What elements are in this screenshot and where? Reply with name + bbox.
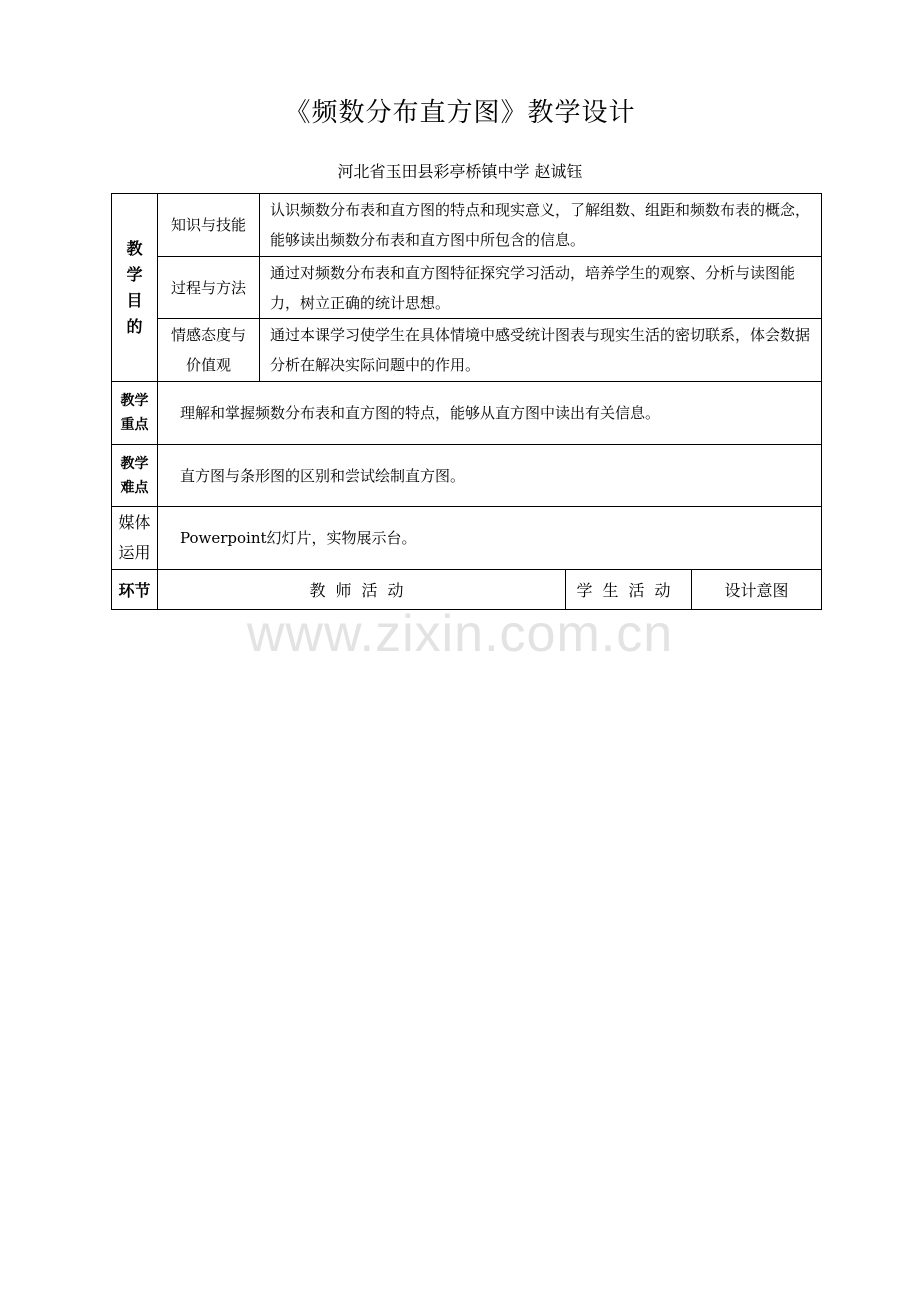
objective-category: 情感态度与 价值观	[158, 319, 260, 382]
document-title: 《频数分布直方图》教学设计	[284, 98, 636, 128]
design-intent-header: 设计意图	[692, 570, 822, 610]
lesson-plan-table	[111, 193, 822, 610]
student-activity-header: 学生活动	[566, 570, 692, 610]
difficulties-label: 教学 难点	[112, 445, 158, 507]
media-label: 媒体 运用	[112, 507, 158, 570]
objective-text: 通过本课学习使学生在具体情境中感受统计图表与现实生活的密切联系，体会数据分析在解决实际问题中的作用。	[260, 319, 822, 382]
objectives-label: 教 学 目 的	[112, 194, 158, 382]
key-points-label: 教学 重点	[112, 382, 158, 445]
objective-row-attitude	[112, 319, 822, 382]
key-points-row	[112, 382, 822, 445]
objective-text: 通过对频数分布表和直方图特征探究学习活动，培养学生的观察、分析与读图能力，树立正确的统计思想。	[260, 257, 822, 319]
watermark: www.zixin.com.cn	[246, 605, 674, 663]
key-points-text: 理解和掌握频数分布表和直方图的特点，能够从直方图中读出有关信息。	[158, 382, 822, 445]
difficulties-row	[112, 445, 822, 507]
objective-category: 过程与方法	[158, 257, 260, 319]
objective-row-process	[112, 257, 822, 319]
author-line: 河北省玉田县彩亭桥镇中学 赵诚钰	[337, 162, 583, 181]
objective-text: 认识频数分布表和直方图的特点和现实意义，了解组数、组距和频数布表的概念，能够读出频数分布表和直方图中所包含的信息。	[260, 194, 822, 257]
objective-category: 知识与技能	[158, 194, 260, 257]
teacher-activity-header: 教师活动	[158, 570, 566, 610]
media-row	[112, 507, 822, 570]
stage-header: 环节	[112, 570, 158, 610]
objective-row-knowledge	[112, 194, 822, 257]
difficulties-text: 直方图与条形图的区别和尝试绘制直方图。	[158, 445, 822, 507]
media-text: Powerpoint幻灯片，实物展示台。	[158, 507, 822, 570]
